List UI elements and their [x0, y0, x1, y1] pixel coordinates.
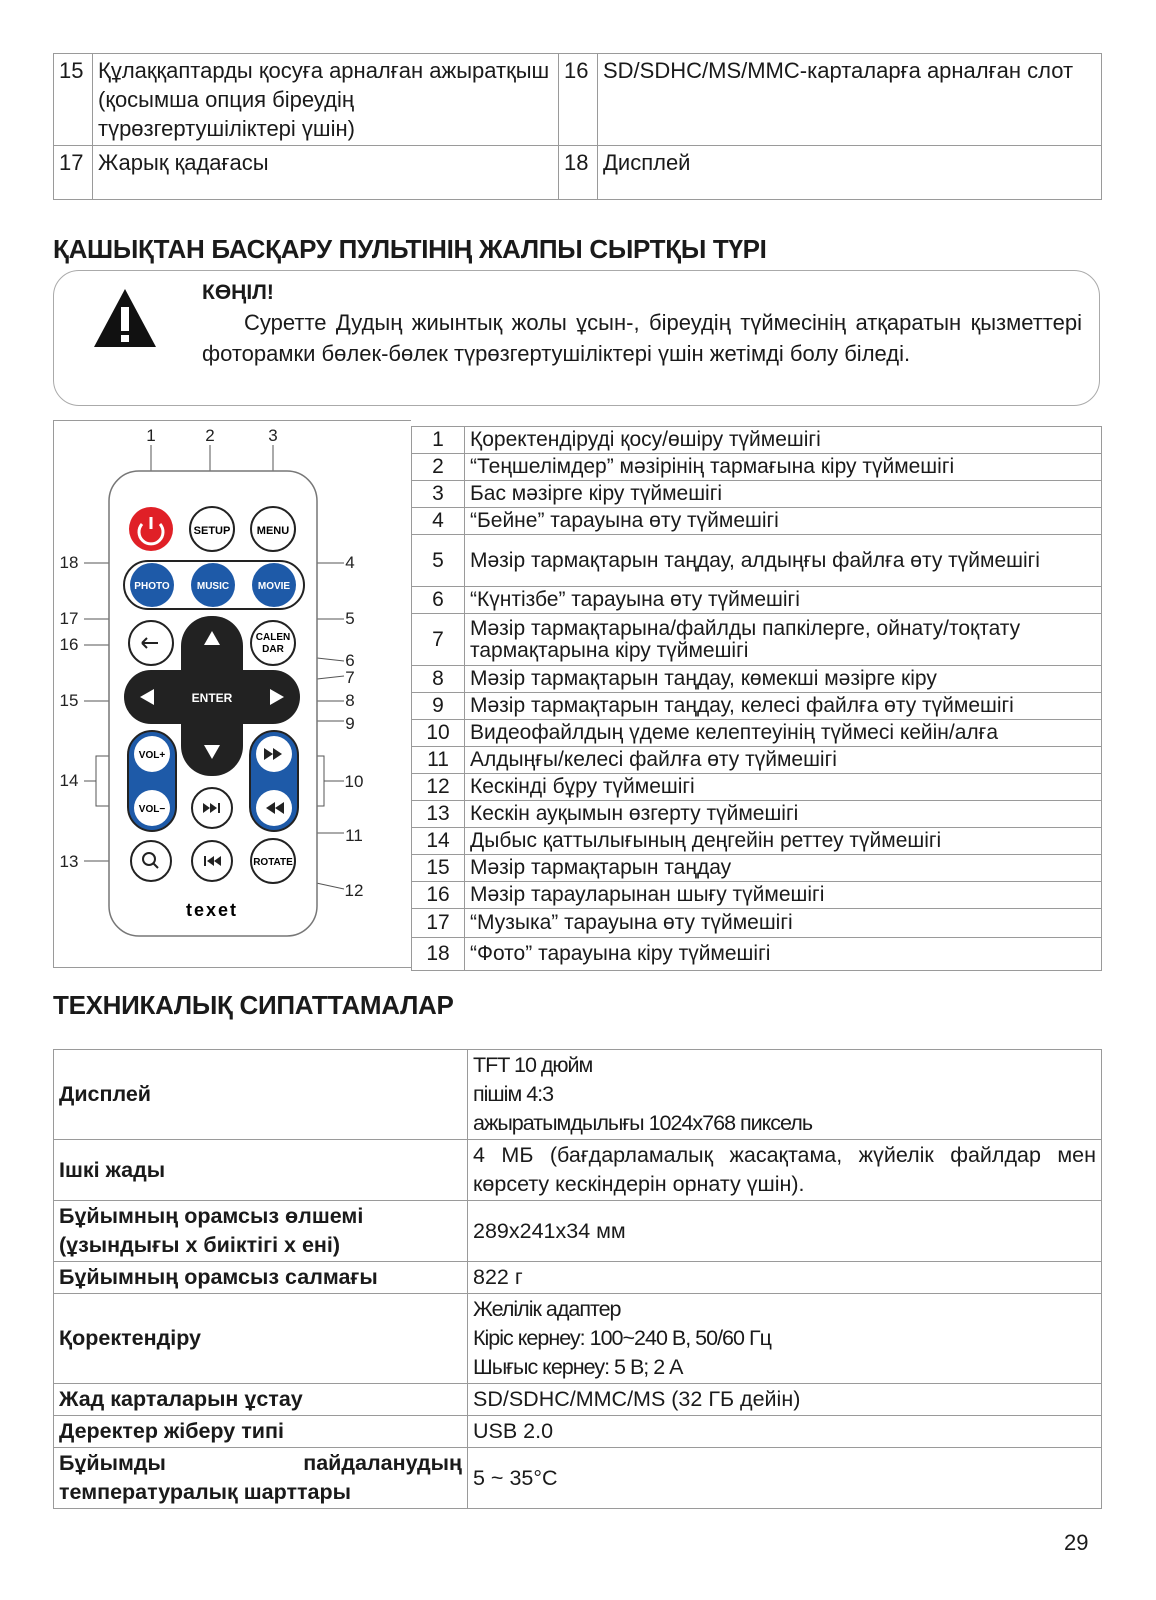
table-row [54, 1262, 1102, 1294]
key-number: 1 [412, 427, 465, 454]
callout-2: 2 [205, 426, 215, 445]
table-row [54, 1448, 1102, 1509]
key-description: Бас мәзірге кіру түймешігі [465, 481, 1102, 508]
callout-10: 10 [344, 772, 364, 791]
spec-label [54, 1448, 468, 1509]
remote-illustration [53, 420, 411, 968]
spec-value-line: Шығыс кернеу: 5 В; 2 А [473, 1355, 683, 1379]
key-number: 9 [412, 693, 465, 720]
callout-13: 13 [59, 852, 79, 871]
table-row [54, 146, 1102, 200]
key-number: 16 [412, 882, 465, 909]
table-row [54, 1201, 1102, 1262]
key-description: Кескін ауқымын өзгерту түймешігі [465, 801, 1102, 828]
calendar-button-label-1: CALEN [255, 632, 291, 643]
brand-logo: texet [185, 900, 239, 920]
table-row [412, 666, 1102, 693]
callout-12: 12 [344, 881, 364, 900]
warning-triangle-icon [92, 287, 158, 349]
specs-section-title: ТЕХНИКАЛЫҚ СИПАТТАМАЛАР [53, 990, 454, 1020]
spec-value [468, 1294, 1102, 1384]
callout-14: 14 [59, 771, 79, 790]
callout-9: 9 [345, 714, 355, 733]
table-row [412, 481, 1102, 508]
vol-down-label: VOL− [138, 804, 166, 815]
photo-button-label: PHOTO [134, 581, 170, 592]
key-description: Қоректендіруді қосу/өшіру түймешігі [465, 427, 1102, 454]
callout-16: 16 [59, 635, 79, 654]
key-number: 12 [412, 774, 465, 801]
key-number: 14 [412, 828, 465, 855]
table-row [412, 938, 1102, 971]
key-description: Мәзір тарауларынан шығу түймешігі [465, 882, 1102, 909]
key-number: 2 [412, 454, 465, 481]
table-row [412, 855, 1102, 882]
table-row [54, 1050, 1102, 1140]
key-description: “Фото” тарауына кіру түймешігі [465, 938, 1102, 971]
key-description: “Күнтізбе” тарауына өту түймешігі [465, 587, 1102, 614]
key-description: “Бейне” тарауына өту түймешігі [465, 508, 1102, 535]
table-row [412, 454, 1102, 481]
table-row [412, 774, 1102, 801]
specs-table [53, 1049, 1102, 1509]
key-number: 18 [412, 938, 465, 971]
remote-section-title: ҚАШЫҚТАН БАСҚАРУ ПУЛЬТІНІҢ ЖАЛПЫ СЫРТҚЫ ТҮРІ [53, 234, 767, 264]
notice-title: КӨҢІЛ! [202, 281, 274, 304]
table-row [54, 1384, 1102, 1416]
spec-value: 5 ~ 35°C [468, 1448, 1102, 1509]
movie-button-label: MOVIE [257, 581, 291, 592]
key-number: 10 [412, 720, 465, 747]
key-description: Мәзір тармақтарын таңдау, алдыңғы файлға өту түймешігі [465, 535, 1102, 587]
spec-value: 822 г [468, 1262, 1102, 1294]
table-row [412, 535, 1102, 587]
spec-value: SD/SDHC/MMC/MS (32 ГБ дейін) [468, 1384, 1102, 1416]
callout-18: 18 [59, 553, 79, 572]
key-description: Дыбыс қаттылығының деңгейін реттеу түймешігі [465, 828, 1102, 855]
spec-value: 289x241x34 мм [468, 1201, 1102, 1262]
key-number: 15 [412, 855, 465, 882]
notice-text: Суретте Дудың жиынтық жолы ұсын-, біреудің түймесінің атқаратын қызметтері фоторамки бөлек-бөлек түрөзгертушіліктері үшін жетімді болу біледі. [202, 310, 1082, 366]
setup-button-label: SETUP [193, 525, 231, 537]
key-description: Кескінді бұру түймешігі [465, 774, 1102, 801]
callout-8: 8 [345, 691, 355, 710]
callout-17: 17 [59, 609, 79, 628]
key-description: Мәзір тармақтарын таңдау [465, 855, 1102, 882]
table-row [54, 1294, 1102, 1384]
key-description: Видеофайлдың үдеме келептеуінің түймесі кейін/алға [465, 720, 1102, 747]
key-number: 8 [412, 666, 465, 693]
key-number: 11 [412, 747, 465, 774]
key-number: 7 [412, 614, 465, 666]
spec-value: 4 МБ (бағдарламалық жасақтама, жүйелік файлдар мен көрсету кескіндерін орнату үшін). [468, 1140, 1102, 1201]
spec-label: Жад карталарын ұстау [54, 1384, 468, 1416]
menu-button-label: MENU [256, 525, 290, 537]
callout-4: 4 [345, 553, 355, 572]
remote-control-diagram [54, 421, 412, 969]
table-row [412, 693, 1102, 720]
key-description: Алдыңғы/келесі файлға өту түймешігі [465, 747, 1102, 774]
key-number: 4 [412, 508, 465, 535]
remote-keys-table [411, 426, 1102, 971]
part-description: Құлаққаптарды қосуға арналған ажыратқыш (қосымша опция біреудің түрөзгертушіліктері үшін) [93, 54, 559, 146]
callout-7: 7 [345, 668, 355, 687]
key-description: Мәзір тармақтарын таңдау, келесі файлға өту түймешігі [465, 693, 1102, 720]
spec-label-line: Бұйымды пайдаланудың [59, 1451, 462, 1475]
key-description: Мәзір тармақтарына/файлды папкілерге, ойнату/тоқтату тармақтарына кіру түймешігі [465, 614, 1102, 666]
spec-value-line: пішім 4:3 [473, 1082, 554, 1106]
part-number: 15 [54, 54, 93, 146]
calendar-button-label-2: DAR [262, 644, 284, 655]
vol-up-label: VOL+ [138, 750, 166, 761]
key-description: “Теңшелімдер” мәзірінің тармағына кіру түймешігі [465, 454, 1102, 481]
part-description: SD/SDHC/MS/MMC-карталарға арналған слот [598, 54, 1102, 146]
table-row [54, 1140, 1102, 1201]
key-number: 17 [412, 909, 465, 938]
parts-table [53, 53, 1102, 200]
callout-3: 3 [268, 426, 278, 445]
callout-1: 1 [146, 426, 156, 445]
callout-5: 5 [345, 609, 355, 628]
spec-value-line: Кіріс кернеу: 100~240 В, 50/60 Гц [473, 1326, 771, 1350]
warning-notice [53, 270, 1100, 406]
part-description: Дисплей [598, 146, 1102, 200]
callout-15: 15 [59, 691, 79, 710]
table-row [412, 909, 1102, 938]
table-row [412, 427, 1102, 454]
table-row [412, 882, 1102, 909]
spec-label: Бұйымның орамсыз өлшемі (ұзындығы х биіктігі х ені) [54, 1201, 468, 1262]
callout-6: 6 [345, 651, 355, 670]
spec-value-line: Желілік адаптер [473, 1297, 621, 1321]
part-number: 16 [559, 54, 598, 146]
key-number: 3 [412, 481, 465, 508]
spec-label: Дисплей [54, 1050, 468, 1140]
spec-label: Бұйымның орамсыз салмағы [54, 1262, 468, 1294]
table-row [412, 747, 1102, 774]
spec-label-line: температуралық шарттары [59, 1480, 351, 1504]
table-row [54, 1416, 1102, 1448]
table-row [412, 587, 1102, 614]
music-button-label: MUSIC [196, 581, 230, 592]
part-number: 17 [54, 146, 93, 200]
spec-label: Қоректендіру [54, 1294, 468, 1384]
key-description: “Музыка” тарауына өту түймешігі [465, 909, 1102, 938]
rotate-button-label: ROTATE [253, 857, 293, 868]
enter-button-label: ENTER [191, 691, 233, 705]
spec-value: USB 2.0 [468, 1416, 1102, 1448]
key-number: 5 [412, 535, 465, 587]
spec-label: Деректер жіберу типі [54, 1416, 468, 1448]
spec-value [468, 1050, 1102, 1140]
table-row [412, 801, 1102, 828]
key-description: Мәзір тармақтарын таңдау, көмекші мәзірге кіру [465, 666, 1102, 693]
table-row [54, 54, 1102, 146]
key-number: 13 [412, 801, 465, 828]
part-description: Жарық қадағасы [93, 146, 559, 200]
table-row [412, 720, 1102, 747]
part-number: 18 [559, 146, 598, 200]
table-row [412, 614, 1102, 666]
spec-value-line: ажыратымдылығы 1024x768 пиксель [473, 1111, 813, 1135]
spec-value-line: TFT 10 дюйм [473, 1053, 593, 1077]
key-number: 6 [412, 587, 465, 614]
spec-label: Ішкі жады [54, 1140, 468, 1201]
table-row [412, 828, 1102, 855]
table-row [412, 508, 1102, 535]
callout-11: 11 [345, 826, 363, 845]
page-number: 29 [1064, 1530, 1089, 1555]
